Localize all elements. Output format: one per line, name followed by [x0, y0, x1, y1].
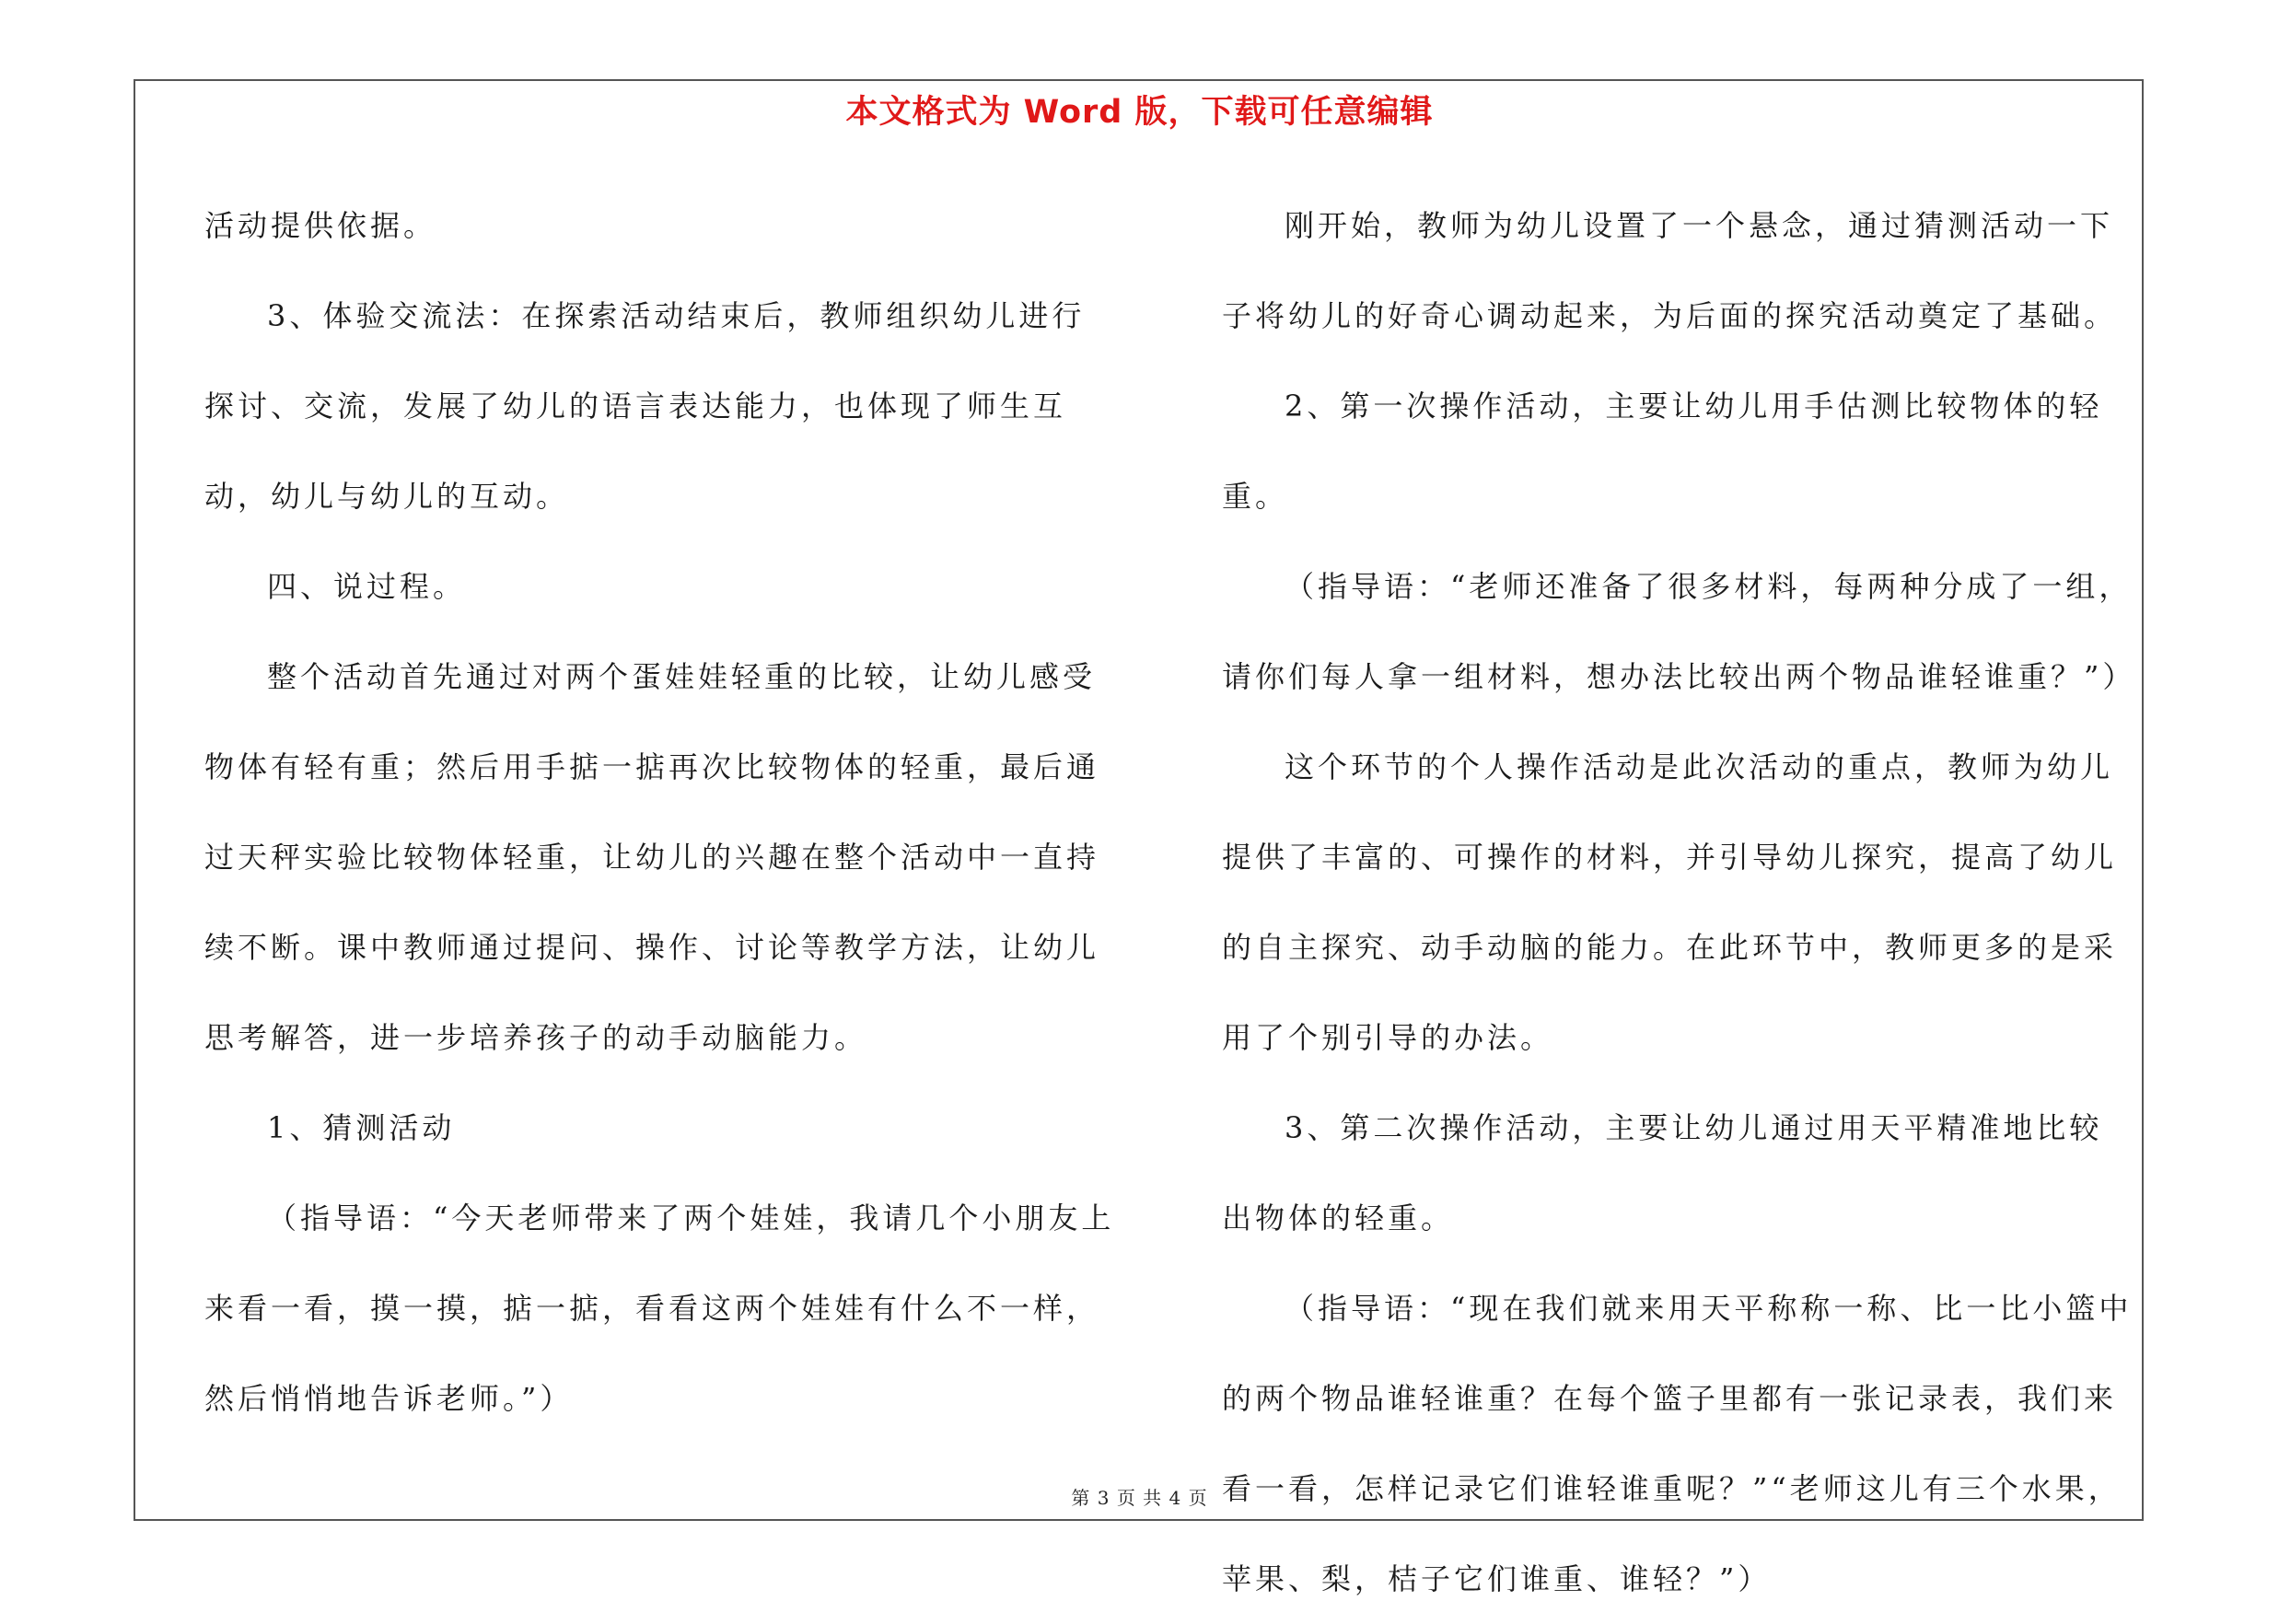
paragraph: （指导语：“今天老师带来了两个娃娃，我请几个小朋友上来看一看，摸一摸，掂一掂，看看这两个娃娃有什么不一样，然后悄悄地告诉老师。”）	[204, 1201, 1115, 1416]
section-heading: 四、说过程。	[267, 569, 467, 604]
page-number-footer: 第 3 页 共 4 页	[1071, 1487, 1208, 1509]
sub-heading: 1、猜测活动	[267, 1110, 456, 1145]
paragraph: 这个环节的个人操作活动是此次活动的重点，教师为幼儿提供了丰富的、可操作的材料，并引导幼儿探究，提高了幼儿的自主探究、动手动脑的能力。在此环节中，教师更多的是采用了个别引导的办法。	[1222, 749, 2118, 1055]
paragraph: 整个活动首先通过对两个蛋娃娃轻重的比较，让幼儿感受物体有轻有重；然后用手掂一掂再次比较物体的轻重，最后通过天秤实验比较物体轻重，让幼儿的兴趣在整个活动中一直持续不断。课中教师通过提问、操作、讨论等教学方法，让幼儿思考解答，进一步培养孩子的动手动脑能力。	[204, 659, 1100, 1055]
paragraph: （指导语：“现在我们就来用天平称称一称、比一比小篮中的两个物品谁轻谁重？在每个篮子里都有一张记录表，我们来看一看，怎样记录它们谁轻谁重呢？”“老师这儿有三个水果，苹果、梨，桔子它们谁重、谁轻？”）	[1222, 1291, 2133, 1596]
sub-heading: 3、第二次操作活动，主要让幼儿通过用天平精准地比较出物体的轻重。	[1222, 1110, 2103, 1235]
paragraph: （指导语：“老师还准备了很多材料，每两种分成了一组，请你们每人拿一组材料，想办法比较出两个物品谁轻谁重？”）	[1222, 569, 2136, 694]
paragraph: 刚开始，教师为幼儿设置了一个悬念，通过猜测活动一下子将幼儿的好奇心调动起来，为后面的探究活动奠定了基础。	[1222, 208, 2118, 333]
paragraph: 3、体验交流法：在探索活动结束后，教师组织幼儿进行探讨、交流，发展了幼儿的语言表达能力，也体现了师生互动，幼儿与幼儿的互动。	[204, 298, 1086, 514]
right-column	[1222, 180, 2134, 1624]
left-column	[204, 180, 1116, 1444]
word-format-banner: 本文格式为 Word 版，下载可任意编辑	[845, 94, 1434, 131]
sub-heading: 2、第一次操作活动，主要让幼儿用手估测比较物体的轻重。	[1222, 389, 2103, 514]
paragraph: 活动提供依据。	[204, 208, 437, 243]
